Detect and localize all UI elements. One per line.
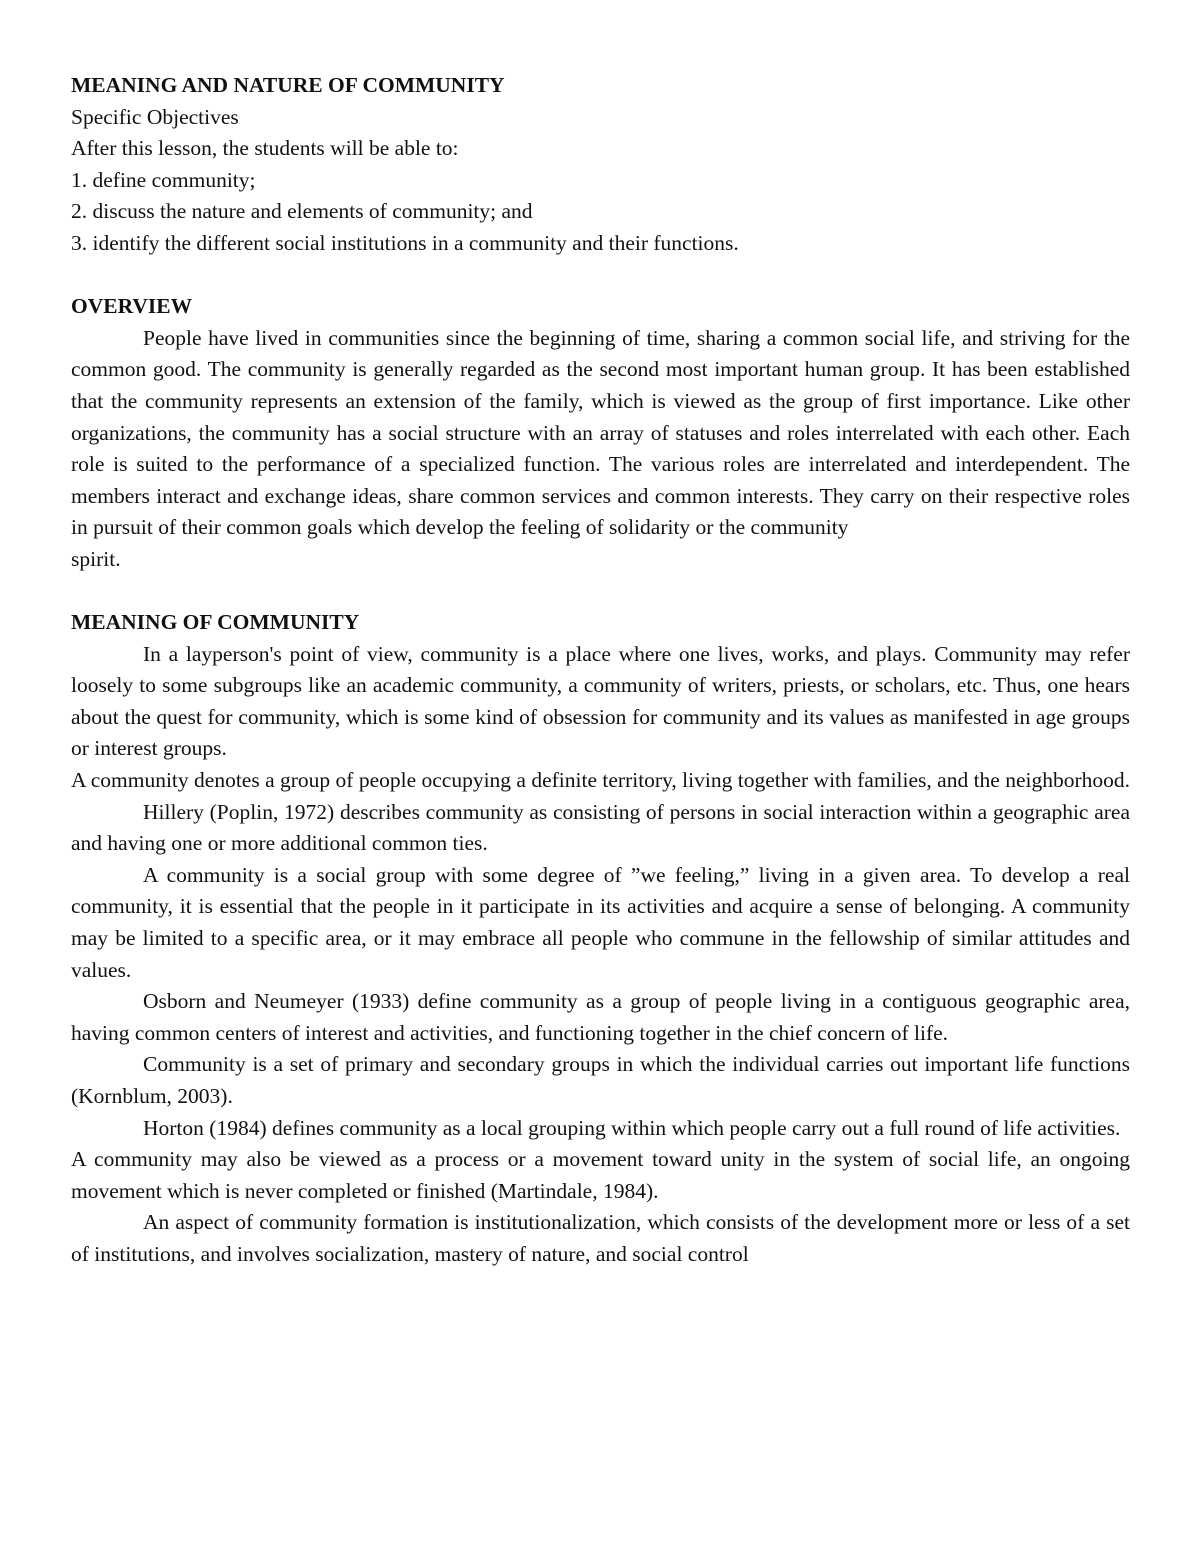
meaning-paragraph: In a layperson's point of view, community is a place where one lives, works, and plays. Community may refer loosely to some subgroups like an academic community, a community of writers, priests, or scholars, etc. Thus, one hears about the quest for community, which is some kind of obsession for community and its values as manifested in age groups or interest groups.: [71, 641, 1130, 761]
meaning-paragraph: Osborn and Neumeyer (1933) define community as a group of people living in a contiguous geographic area, having common centers of interest and activities, and functioning together in the chief concern of life.: [71, 989, 1130, 1045]
meaning-paragraph: A community denotes a group of people occupying a definite territory, living together with families, and the neighborhood.: [71, 768, 1131, 793]
section-gap: [71, 576, 1130, 608]
objective-item: 2. discuss the nature and elements of community; and: [71, 199, 533, 224]
meaning-paragraph: A community is a social group with some degree of ”we feeling,” living in a given area. To develop a real community, it is essential that the people in it participate in its activities and acquire a sense of belonging. A community may be limited to a specific area, or it may embrace all people who commune in the fellowship of similar attitudes and values.: [71, 862, 1130, 982]
document-page: [71, 70, 1130, 1271]
meaning-paragraph: A community may also be viewed as a process or a movement toward unity in the system of social life, an ongoing movement which is never completed or finished (Martindale, 1984).: [71, 1147, 1130, 1203]
objective-item: 3. identify the different social institutions in a community and their functions.: [71, 230, 739, 255]
objectives-intro: After this lesson, the students will be able to:: [71, 136, 459, 161]
overview-trailing: spirit.: [71, 546, 121, 571]
objectives-heading: Specific Objectives: [71, 104, 239, 129]
meaning-paragraph: Hillery (Poplin, 1972) describes community as consisting of persons in social interaction within a geographic area and having one or more additional common ties.: [71, 799, 1130, 856]
meaning-paragraph: Community is a set of primary and secondary groups in which the individual carries out important life functions (Kornblum, 2003).: [71, 1052, 1130, 1108]
meaning-paragraph: An aspect of community formation is institutionalization, which consists of the development more or less of a set of institutions, and involves socialization, mastery of nature, and social control: [71, 1210, 1130, 1266]
document-title: MEANING AND NATURE OF COMMUNITY: [71, 73, 505, 97]
overview-paragraph: People have lived in communities since the beginning of time, sharing a common social life, and striving for the common good. The community is generally regarded as the second most important human group. It has been established that the community represents an extension of the family, which is viewed as the group of first importance. Like other organizations, the community has a social structure with an array of statuses and roles interrelated with each other. Each role is suited to the performance of a specialized function. The various roles are interrelated and interdependent. The members interact and exchange ideas, share common services and common interests. They carry on their respective roles in pursuit of their common goals which develop the feeling of solidarity or the community: [71, 325, 1130, 540]
overview-heading: OVERVIEW: [71, 294, 193, 319]
meaning-paragraph: Horton (1984) defines community as a local grouping within which people carry out a full round of life activities.: [143, 1115, 1121, 1140]
meaning-heading: MEANING OF COMMUNITY: [71, 610, 360, 635]
section-gap: [71, 260, 1130, 292]
objective-item: 1. define community;: [71, 167, 256, 192]
